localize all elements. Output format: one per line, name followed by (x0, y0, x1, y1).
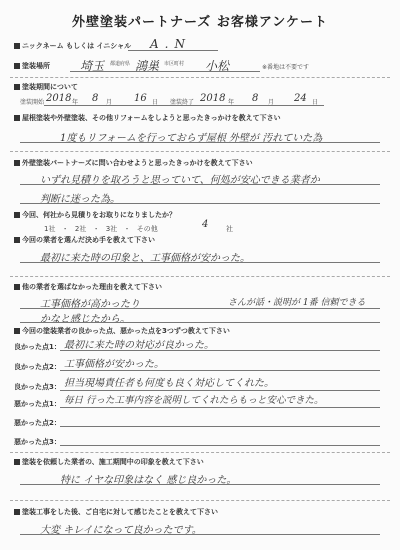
count-options: 1社 ・ 2社 ・ 3社 ・ その他 (44, 225, 158, 233)
square-bullet-icon (14, 459, 20, 465)
bad-point-2-label: 悪かった点2： (14, 419, 61, 427)
answer-line (20, 484, 380, 485)
good-point-1-answer: 最初に来た時の対応が良かった。 (64, 340, 214, 351)
year-unit: 年 (72, 99, 79, 106)
square-bullet-icon (14, 328, 20, 334)
answer-line (20, 308, 380, 309)
after-answer: 大変 キレイになって良かったです。 (40, 525, 202, 536)
city-suffix: 市区町村 (164, 61, 185, 67)
good-point-2-answer: 工事価格が安かった。 (64, 359, 164, 370)
answer-line (60, 390, 380, 391)
square-bullet-icon (14, 84, 20, 90)
bad-point-1-label: 悪かった点1： (14, 400, 61, 408)
separator (10, 151, 390, 152)
reject-answer-line2: かなと感じたから。 (40, 314, 130, 325)
reason-label: 屋根塗装や外壁塗装、その他リフォームをしようと思ったきっかけを教えて下さい (22, 114, 281, 122)
square-bullet-icon (14, 63, 20, 69)
period-underline (44, 105, 324, 106)
bad-point-3-label: 悪かった点3： (14, 438, 61, 446)
answer-line (60, 407, 380, 408)
square-bullet-icon (14, 115, 20, 121)
square-bullet-icon (14, 160, 20, 166)
good-point-3-label: 良かった点3： (14, 383, 61, 391)
square-bullet-icon (14, 212, 20, 218)
choice-label: 今回の業者を選んだ決め手を教えて下さい (22, 236, 155, 244)
answer-line (60, 350, 380, 351)
separator (10, 77, 390, 78)
impression-answer: 特に イヤな印象はなく 感じ良かった。 (60, 475, 237, 486)
month-unit: 月 (106, 99, 113, 106)
day-unit: 日 (312, 99, 319, 106)
answer-line (20, 534, 380, 535)
separator (10, 452, 390, 453)
nickname-underline (128, 50, 218, 51)
impression-question (14, 457, 204, 467)
reason-question (14, 113, 281, 123)
page-title: 外壁塗装パートナーズ お客様アンケート (71, 15, 329, 30)
reject-label: 他の業者を選ばなかった理由を教えて下さい (22, 283, 162, 291)
period-start-month: 8 (92, 93, 99, 104)
choice-answer: 最初に来た時の印象と、工事価格が安かった。 (40, 253, 250, 264)
period-question (14, 82, 78, 92)
prefecture-suffix: 都道府県 (110, 61, 131, 67)
good-point-3-answer: 担当現場責任者も何度も良く対応してくれた。 (64, 378, 274, 389)
impression-label: 塗装を依頼した業者の、施工期間中の印象を教えて下さい (22, 458, 204, 466)
inquiry-label: 外壁塗装パートナーズに問い合わせようと思ったきっかけを教えて下さい (22, 159, 253, 167)
review-label: 今回の塗装業者の良かった点、悪かった点を3つずつ教えて下さい (22, 327, 230, 335)
month-unit: 月 (268, 99, 275, 106)
prefecture-value: 埼玉 (80, 59, 105, 73)
period-label: 塗装期間について (22, 83, 78, 91)
inquiry-answer-line1: いずれ見積りを取ろうと思っていて、何処が安心できる業者か (40, 175, 320, 186)
good-point-1-label: 良かった点1： (14, 343, 61, 351)
answer-line (20, 142, 380, 143)
address-note: ※番地は不要です (262, 64, 310, 71)
answer-line (20, 203, 380, 204)
period-end-month: 8 (252, 93, 259, 104)
location-label: 塗装場所 (22, 62, 50, 70)
review-question (14, 326, 230, 336)
count-unit: 社 (226, 225, 233, 233)
town-value: 小松 (205, 59, 230, 73)
answer-line (60, 370, 380, 371)
square-bullet-icon (14, 284, 20, 290)
inquiry-answer-line2: 判断に迷った為。 (40, 194, 120, 205)
period-start-day: 16 (134, 93, 147, 104)
square-bullet-icon (14, 237, 20, 243)
city-value: 鴻巣 (135, 59, 160, 73)
period-start-label: 塗装開始 (20, 99, 45, 106)
reject-answer-line1: 工事価格が高かったり (40, 299, 140, 310)
square-bullet-icon (14, 43, 20, 49)
answer-line (60, 445, 380, 446)
count-other-value: 4 (202, 219, 209, 230)
reason-answer: 1度もリフォームを行っておらず屋根 外壁が 汚れていた為 (60, 133, 323, 144)
reject-answer-line1b: さんが話・説明が 1番 信頼できる (228, 298, 366, 308)
period-end-year: 2018 (200, 93, 226, 104)
good-point-2-label: 良かった点2： (14, 363, 61, 371)
choice-question (14, 235, 155, 245)
inquiry-question (14, 158, 253, 168)
answer-line (20, 184, 380, 185)
answer-line (60, 426, 380, 427)
nickname-label: ニックネーム もしくは イニシャル (22, 42, 132, 50)
count-label: 今回、何社から見積りをお取りになりましたか？ (22, 211, 176, 219)
reject-question (14, 282, 162, 292)
count-question (14, 210, 176, 220)
nickname-value: A.N (150, 37, 191, 51)
nickname-question (14, 41, 131, 51)
bad-point-1-answer: 毎日 行った工事内容を説明してくれたらもっと安心できた。 (64, 395, 324, 406)
year-unit: 年 (228, 99, 235, 106)
after-question (14, 507, 218, 517)
day-unit: 日 (152, 99, 159, 106)
location-underline (70, 71, 260, 72)
period-end-day: 24 (294, 93, 307, 104)
location-question (14, 61, 50, 71)
separator (10, 500, 390, 501)
answer-line (20, 322, 380, 323)
after-label: 塗装工事をした後、ご自宅に対して感じたことを教えて下さい (22, 508, 218, 516)
answer-line (20, 262, 380, 263)
square-bullet-icon (14, 509, 20, 515)
period-end-label: 塗装終了 (170, 99, 195, 106)
separator (10, 276, 390, 277)
period-start-year: 2018 (46, 93, 72, 104)
